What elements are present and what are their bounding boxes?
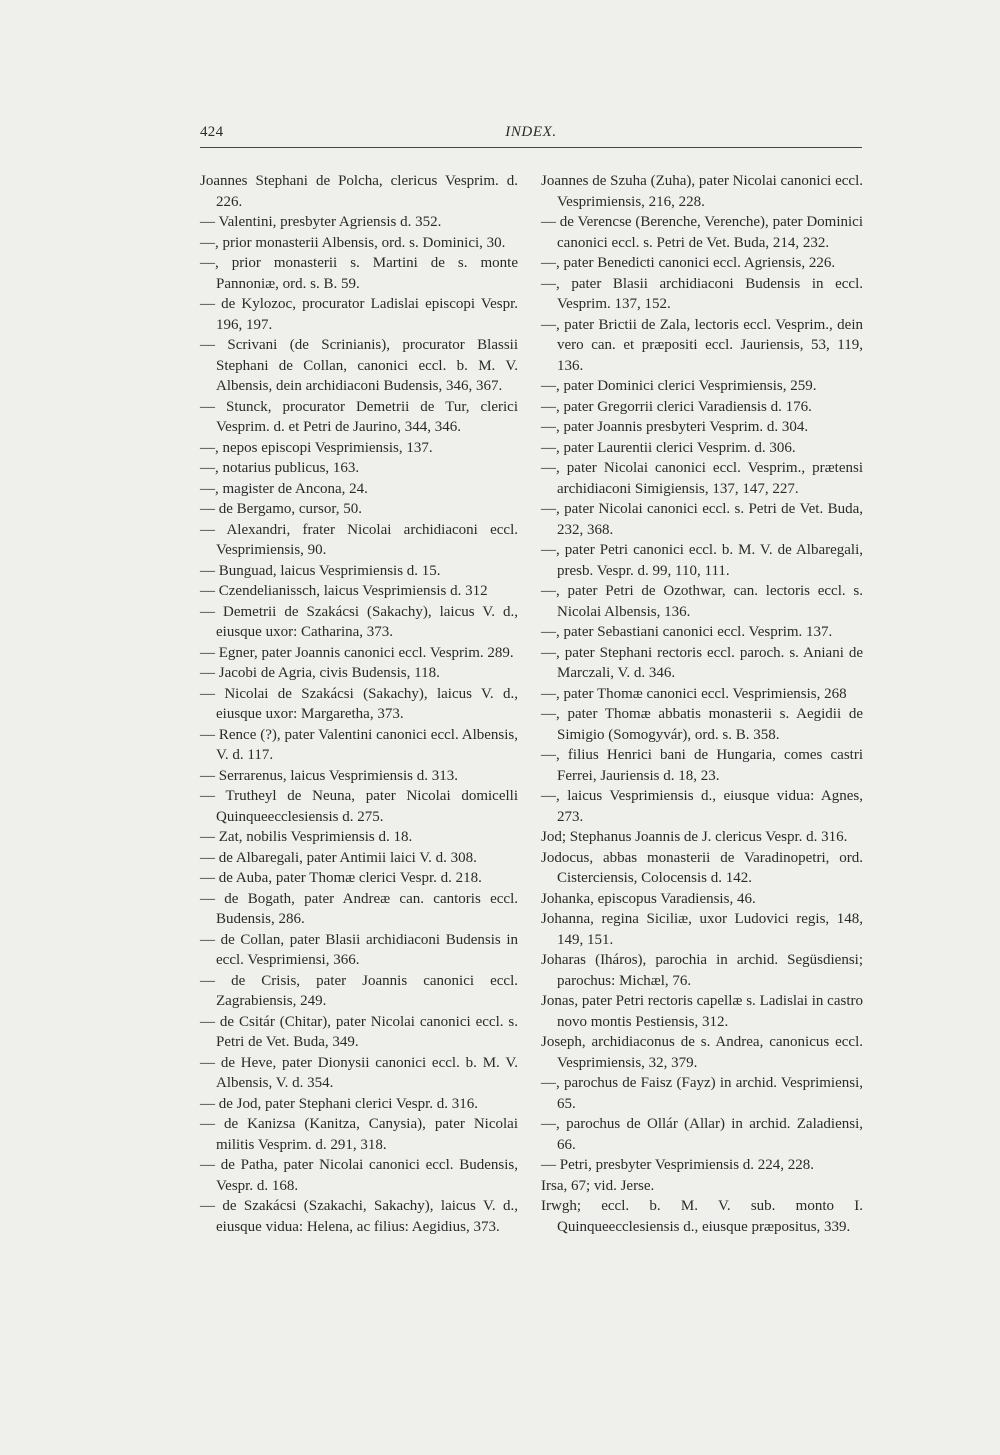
header-rule <box>200 147 862 148</box>
index-entry: — Demetrii de Szakácsi (Sakachy), laicus V. d., eiusque uxor: Catharina, 373. <box>200 603 518 640</box>
index-entry: — Alexandri, frater Nicolai archidiaconi eccl. Vesprimiensis, 90. <box>200 521 518 558</box>
index-entry: —, magister de Ancona, 24. <box>200 480 368 497</box>
index-entry: —, pater Petri de Ozothwar, can. lectoris eccl. s. Nicolai Albensis, 136. <box>541 583 863 620</box>
index-entry: — de Verencse (Berenche, Verenche), pater Dominici canonici eccl. s. Petri de Vet. Buda, 214, 232. <box>541 214 863 251</box>
index-entry: —, pater Thomæ abbatis monasterii s. Aegidii de Simigio (Somogyvár), ord. s. B. 358. <box>541 706 863 743</box>
index-entry: — de Auba, pater Thomæ clerici Vespr. d. 218. <box>200 870 482 886</box>
index-entry: —, pater Gregorrii clerici Varadiensis d. 176. <box>541 398 812 415</box>
index-entry: — de Jod, pater Stephani clerici Vespr. d. 316. <box>200 1095 478 1112</box>
index-entry: — de Csitár (Chitar), pater Nicolai canonici eccl. s. Petri de Vet. Buda, 349. <box>200 1013 518 1050</box>
index-entry: — Stunck, procurator Demetrii de Tur, clerici Vesprim. d. et Petri de Jaurino, 344, 346. <box>200 398 518 435</box>
index-entry: Joseph, archidiaconus de s. Andrea, canonicus eccl. Vesprimiensis, 32, 379. <box>541 1034 863 1071</box>
index-entry: —, notarius publicus, 163. <box>200 460 360 476</box>
index-entry: —, pater Dominici clerici Vesprimiensis, 259. <box>541 378 817 394</box>
index-entry: — de Bergamo, cursor, 50. <box>200 501 363 517</box>
index-entry: Johanka, episcopus Varadiensis, 46. <box>541 890 756 907</box>
index-entry: — de Crisis, pater Joannis canonici eccl. Zagrabiensis, 249. <box>200 972 518 1009</box>
index-entry: Joannes de Szuha (Zuha), pater Nicolai canonici eccl. Vesprimiensis, 216, 228. <box>541 173 863 210</box>
index-entry: — Scrivani (de Scrinianis), procurator Blassii Stephani de Collan, canonici eccl. b. M. V. Albensis, dein archidiaconi Budensis, 346, 367. <box>200 337 518 394</box>
index-entry: —, pater Nicolai canonici eccl. s. Petri de Vet. Buda, 232, 368. <box>541 501 863 538</box>
index-entry: — Zat, nobilis Vesprimiensis d. 18. <box>200 829 413 845</box>
index-entry: —, parochus de Faisz (Fayz) in archid. Vesprimiensi, 65. <box>541 1075 863 1112</box>
index-entry: —, pater Brictii de Zala, lectoris eccl. Vesprim., dein vero can. et præpositi eccl. Jauriensis, 53, 119, 136. <box>541 316 863 374</box>
index-entry: Joannes Stephani de Polcha, clericus Vesprim. d. 226. <box>200 173 518 210</box>
index-entry: Irsa, 67; vid. Jerse. <box>541 1177 655 1194</box>
index-entry: Irwgh; eccl. b. M. V. sub. monto I. Quinqueecclesiensis d., eiusque præpositus, 339. <box>541 1198 863 1235</box>
index-entry: —, pater Thomæ canonici eccl. Vesprimiensis, 268 <box>541 685 847 702</box>
right-index-column <box>541 171 863 1237</box>
index-entry: —, pater Benedicti canonici eccl. Agriensis, 226. <box>541 255 836 271</box>
index-entry: —, pater Sebastiani canonici eccl. Vesprim. 137. <box>541 624 833 640</box>
index-entry: —, filius Henrici bani de Hungaria, comes castri Ferrei, Jauriensis d. 18, 23. <box>541 747 863 784</box>
index-entry: —, pater Stephani rectoris eccl. paroch. s. Aniani de Marczali, V. d. 346. <box>541 644 863 681</box>
index-entry: —, nepos episcopi Vesprimiensis, 137. <box>200 439 433 456</box>
index-entry: — Valentini, presbyter Agriensis d. 352. <box>200 214 442 230</box>
index-entry: —, pater Nicolai canonici eccl. Vesprim., prætensi archidiaconi Simigiensis, 137, 147, 227. <box>541 460 863 497</box>
index-entry: —, laicus Vesprimiensis d., eiusque vidua: Agnes, 273. <box>541 788 863 825</box>
index-entry: —, parochus de Ollár (Allar) in archid. Zaladiensi, 66. <box>541 1116 863 1153</box>
index-entry: Jodocus, abbas monasterii de Varadinopetri, ord. Cisterciensis, Colocensis d. 142. <box>541 849 863 886</box>
index-entry: — Trutheyl de Neuna, pater Nicolai domicelli Quinqueecclesiensis d. 275. <box>200 788 518 825</box>
index-entry: — de Kanizsa (Kanitza, Canysia), pater Nicolai militis Vesprim. d. 291, 318. <box>200 1116 518 1153</box>
index-entry: — de Collan, pater Blasii archidiaconi Budensis in eccl. Vesprimiensi, 366. <box>200 931 518 968</box>
index-entry: Jonas, pater Petri rectoris capellæ s. Ladislai in castro novo montis Pestiensis, 312. <box>541 993 863 1030</box>
index-entry: — de Szakácsi (Szakachi, Sakachy), laicus V. d., eiusque vidua: Helena, ac filius: Aegidius, 373. <box>200 1198 518 1235</box>
index-entry: Joharas (Iháros), parochia in archid. Següsdiensi; parochus: Michæl, 76. <box>541 952 863 989</box>
index-entry: —, pater Laurentii clerici Vesprim. d. 306. <box>541 439 796 456</box>
index-entry: — de Albaregali, pater Antimii laici V. d. 308. <box>200 849 477 866</box>
index-entry: — de Patha, pater Nicolai canonici eccl. Budensis, Vespr. d. 168. <box>200 1157 518 1194</box>
index-entry: — de Kylozoc, procurator Ladislai episcopi Vespr. 196, 197. <box>200 296 518 333</box>
index-entry: — Czendelianissch, laicus Vesprimiensis d. 312 <box>200 583 488 599</box>
index-entry: —, pater Joannis presbyteri Vesprim. d. 304. <box>541 419 809 435</box>
index-entry: Jod; Stephanus Joannis de J. clericus Vespr. d. 316. <box>541 829 848 845</box>
index-entry: —, pater Petri canonici eccl. b. M. V. de Albaregali, presb. Vespr. d. 99, 110, 111. <box>541 542 863 579</box>
index-entry: —, prior monasterii Albensis, ord. s. Dominici, 30. <box>200 234 506 251</box>
index-entry: — Petri, presbyter Vesprimiensis d. 224, 228. <box>541 1157 815 1173</box>
index-entry: —, prior monasterii s. Martini de s. monte Pannoniæ, ord. s. B. 59. <box>200 255 518 292</box>
page-number: 424 <box>200 124 224 140</box>
running-title: INDEX. <box>505 124 557 140</box>
index-entry: —, pater Blasii archidiaconi Budensis in eccl. Vesprim. 137, 152. <box>541 275 863 312</box>
index-entry: — Rence (?), pater Valentini canonici eccl. Albensis, V. d. 117. <box>200 726 518 763</box>
page-header <box>200 124 862 148</box>
index-entry: — de Heve, pater Dionysii canonici eccl. b. M. V. Albensis, V. d. 354. <box>200 1054 518 1091</box>
index-entry: Johanna, regina Siciliæ, uxor Ludovici regis, 148, 149, 151. <box>541 911 863 948</box>
index-entry: — Serrarenus, laicus Vesprimiensis d. 313. <box>200 767 459 784</box>
index-entry: — Nicolai de Szakácsi (Sakachy), laicus V. d., eiusque uxor: Margaretha, 373. <box>200 685 518 722</box>
left-index-column <box>200 171 518 1237</box>
index-entry: — Egner, pater Joannis canonici eccl. Vesprim. 289. <box>200 644 514 661</box>
index-entry: — de Bogath, pater Andreæ can. cantoris eccl. Budensis, 286. <box>200 890 518 927</box>
index-entry: — Bunguad, laicus Vesprimiensis d. 15. <box>200 562 441 579</box>
index-entry: — Jacobi de Agria, civis Budensis, 118. <box>200 665 440 681</box>
